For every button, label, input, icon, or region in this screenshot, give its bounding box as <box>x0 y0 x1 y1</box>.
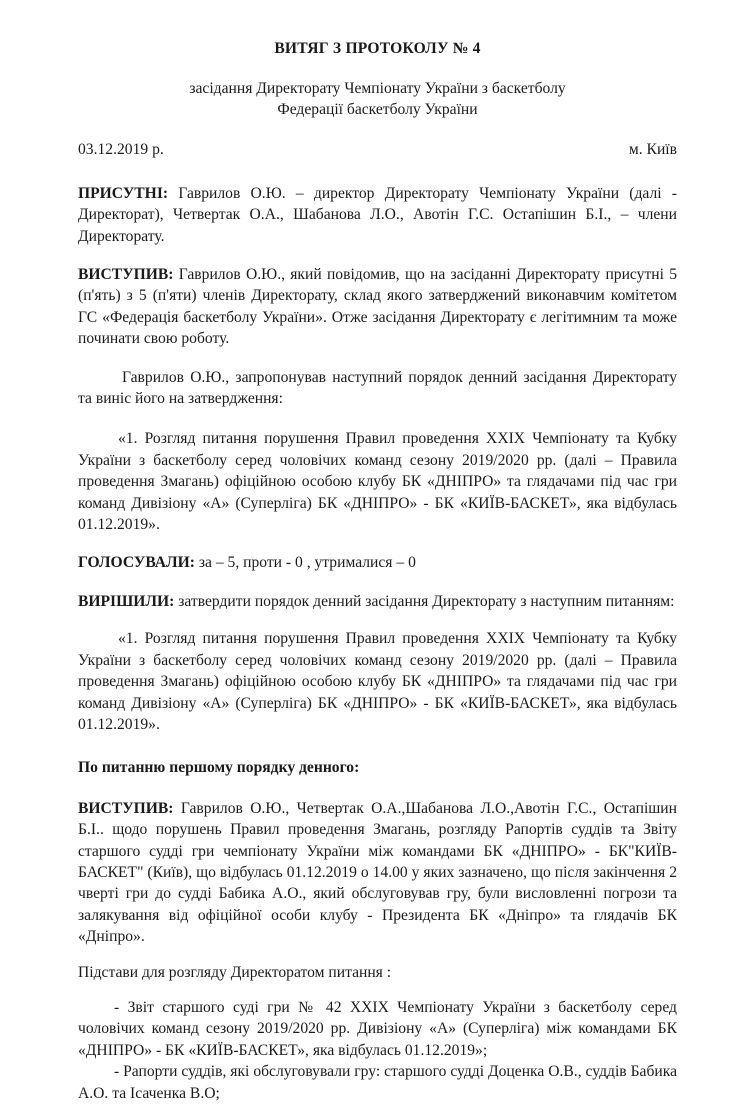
spoke-label-1: ВИСТУПИВ: <box>78 266 174 284</box>
decided-text: затвердити порядок денний засідання Директорату з наступним питанням: <box>174 592 675 610</box>
agenda-paragraph-2: «1. Розгляд питання порушення Правил проведення XXIX Чемпіонату та Кубку України з баскетболу серед чоловічих команд сезону 2019/2020 рр. (далі – Правила проведення Змагань) офіційною особою клубу БК «ДНІПРО» та глядачами під час гри команд Дивізіону «А» (Суперліга) БК «ДНІПРО» - БК «КИЇВ-БАСКЕТ», яка відбулась 01.12.2019». <box>78 630 677 733</box>
document-date: 03.12.2019 р. <box>78 141 164 159</box>
document-subtitle <box>78 78 677 120</box>
subtitle-line-2: Федерації баскетболу України <box>277 101 478 119</box>
proposal-paragraph: Гаврилов О.Ю., запропонував наступний порядок денний засідання Директорату та виніс його на затвердження: <box>78 368 677 408</box>
document-title: ВИТЯГ З ПРОТОКОЛУ № 4 <box>274 40 481 57</box>
document-city: м. Київ <box>628 141 677 159</box>
voted-text: за – 5, проти - 0 , утрималися – 0 <box>194 553 416 571</box>
decided-label: ВИРІШИЛИ: <box>78 592 175 610</box>
grounds-bullet-1: - Звіт старшого суді гри № 42 XXIX Чемпіонату України з баскетболу серед чоловічих команд сезону 2019/2020 рр. Дивізіону «А» (Суперліга) між командами БК «ДНІПРО» - БК «КИЇВ-БАСКЕТ», яка відбулась 01.12.2019»; <box>78 999 677 1059</box>
date-line <box>78 139 677 160</box>
spoke-paragraph-1 <box>78 264 677 350</box>
spoke-text-1: Гаврилов О.Ю., який повідомив, що на засіданні Директорату присутні 5 (п'ять) з 5 (п'яти) членів Директорату, склад якого затверджений виконавчим комітетом ГС «Федерація баскетболу України». Отже засідання Директорату є легітимним та може починати свою роботу. <box>78 266 677 348</box>
grounds-bullet-2: - Рапорти суддів, які обслуговували гру: старшого судді Доценка О.В., суддів Бабика А.О. та Ісаченка В.О; <box>78 1063 677 1102</box>
voted-paragraph <box>78 552 677 573</box>
first-item-heading: По питанню першому порядку денного: <box>78 759 360 777</box>
subtitle-line-1: засідання Директорату Чемпіонату України з баскетболу <box>189 80 566 98</box>
spoke-text-2: Гаврилов О.Ю., Четвертак О.А.,Шабанова Л.О.,Авотін Г.С., Остапішин Б.І.. щодо порушень Правил проведення Змагань, розгляду Рапортів суддів та Звіту старшого судді гри чемпіонату України між командами БК «ДНІПРО» - БК"КИЇВ-БАСКЕТ" (Київ), що відбулась 01.12.2019 о 14.00 у яких зазначено, що після закінчення 2 чверті гри до судді Бабика А.О., який обслуговував гру, були висловленні погрози та залякування від офіційної особи клубу - Президента БК «Дніпро» та глядачів БК «Дніпро». <box>78 799 677 946</box>
decided-paragraph <box>78 591 677 612</box>
agenda-paragraph-1: «1. Розгляд питання порушення Правил проведення XXIX Чемпіонату та Кубку України з баскетболу серед чоловічих команд сезону 2019/2020 рр. (далі – Правила проведення Змагань) офіційною особою клубу БК «ДНІПРО» та глядачами під час гри команд Дивізіону «А» (Суперліга) БК «ДНІПРО» - БК «КИЇВ-БАСКЕТ», яка відбулась 01.12.2019». <box>78 430 677 534</box>
grounds-paragraph: Підстави для розгляду Директоратом питання : <box>78 963 392 981</box>
present-label: ПРИСУТНІ: <box>78 184 169 202</box>
present-paragraph <box>78 183 677 247</box>
spoke-label-2: ВИСТУПИВ: <box>78 799 174 817</box>
voted-label: ГОЛОСУВАЛИ: <box>78 553 195 571</box>
present-text: Гаврилов О.Ю. – директор Директорату Чемпіонату України (далі - Директорат), Четвертак О.А., Шабанова Л.О., Авотін Г.С. Остапішин Б.І., – члени Директорату. <box>78 184 677 245</box>
spoke-paragraph-2 <box>78 798 677 948</box>
